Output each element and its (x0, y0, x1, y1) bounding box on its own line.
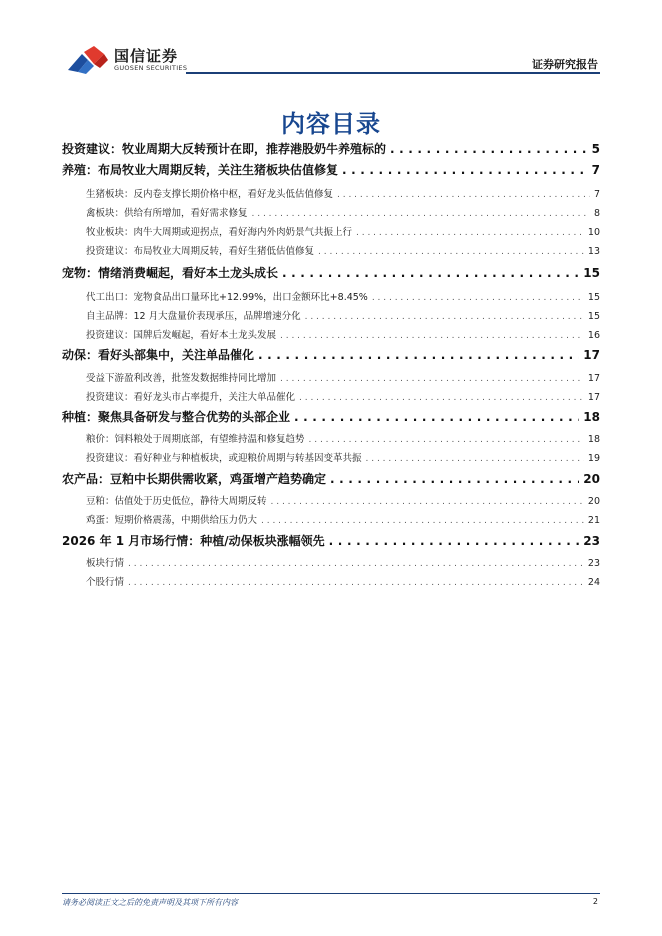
toc-entry-section[interactable] (62, 532, 600, 549)
toc-entry-title: 豆粕：估值处于历史低位，静待大周期反转 (86, 496, 267, 507)
toc-entry-page: 15 (587, 311, 600, 322)
toc-entry-title: 鸡蛋：短期价格震荡，中期供给压力仍大 (86, 515, 258, 526)
toc-entry-page: 7 (591, 163, 600, 177)
toc-entry-page: 23 (587, 558, 600, 569)
toc-entry-page: 7 (593, 189, 600, 200)
guosen-logo (64, 44, 188, 76)
toc-entry-title: 投资建议：国牌后发崛起，看好本土龙头发展 (86, 330, 277, 341)
toc-entry-subsection[interactable] (86, 224, 600, 238)
toc-entry-title: 投资建议：看好龙头市占率提升，关注大单品催化 (86, 392, 296, 403)
toc-entry-page: 24 (587, 577, 600, 588)
toc-entry-subsection[interactable] (86, 512, 600, 526)
toc-entry-subsection[interactable] (86, 389, 600, 403)
dot-leader (372, 293, 584, 303)
dot-leader (337, 190, 590, 200)
toc-entry-title: 投资建议：牧业周期大反转预计在即，推荐港股奶牛养殖标的 (62, 142, 387, 156)
dot-leader (128, 559, 584, 569)
toc-entry-title: 牧业板块：肉牛大周期或迎拐点，看好海内外肉奶景气共振上行 (86, 227, 353, 238)
dot-leader (342, 163, 588, 177)
toc-entry-page: 20 (583, 472, 600, 486)
dot-leader (282, 266, 579, 280)
toc-entry-subsection[interactable] (86, 205, 600, 219)
toc-entry-title: 2026 年 1 月市场行情：种植/动保板块涨幅领先 (62, 534, 325, 548)
logo-english-name: GUOSEN SECURITIES (114, 64, 188, 72)
toc-entry-page: 15 (583, 266, 600, 280)
guosen-logo-icon (64, 44, 110, 76)
toc-entry-title: 投资建议：布局牧业大周期反转，看好生猪低估值修复 (86, 246, 315, 257)
toc-entry-section[interactable] (62, 264, 600, 281)
report-type-label: 证券研究报告 (532, 58, 598, 71)
dot-leader (252, 209, 590, 219)
toc-entry-title: 种植：聚焦具备研发与整合优势的头部企业 (62, 410, 291, 424)
toc-entry-subsection[interactable] (86, 555, 600, 569)
logo-chinese-name: 国信证券 (114, 47, 179, 65)
toc-entry-title: 自主品牌：12 月大盘量价表现承压，品牌增速分化 (86, 311, 301, 322)
toc-entry-page: 17 (587, 373, 600, 384)
toc-entry-page: 20 (587, 496, 600, 507)
dot-leader (318, 247, 584, 257)
dot-leader (280, 374, 584, 384)
toc-title: 内容目录 (281, 110, 381, 138)
toc-entry-title: 投资建议：看好种业与种植板块，或迎粮价周期与转基因变革共振 (86, 453, 362, 464)
toc-entry-title: 禽板块：供给有所增加，看好需求修复 (86, 208, 248, 219)
toc-entry-page: 18 (583, 410, 600, 424)
header-divider (186, 72, 600, 74)
toc-entry-subsection[interactable] (86, 450, 600, 464)
dot-leader (366, 454, 584, 464)
toc-entry-section[interactable] (62, 140, 600, 157)
toc-entry-page: 16 (587, 330, 600, 341)
footer-divider (62, 893, 600, 894)
toc-entry-title: 生猪板块：反内卷支撑长期价格中枢，看好龙头低估值修复 (86, 189, 334, 200)
toc-entry-title: 个股行情 (86, 577, 125, 588)
dot-leader (258, 348, 579, 362)
toc-entry-page: 19 (587, 453, 600, 464)
page-number: 2 (592, 897, 598, 906)
toc-entry-title: 宠物：情绪消费崛起，看好本土龙头成长 (62, 266, 279, 280)
toc-entry-title: 动保：看好头部集中，关注单品催化 (62, 348, 255, 362)
toc-entry-section[interactable] (62, 161, 600, 178)
dot-leader (261, 516, 584, 526)
toc-entry-page: 21 (587, 515, 600, 526)
toc-entry-subsection[interactable] (86, 370, 600, 384)
toc-entry-title: 养殖：布局牧业大周期反转，关注生猪板块估值修复 (62, 163, 339, 177)
dot-leader (128, 578, 584, 588)
toc-entry-page: 17 (587, 392, 600, 403)
dot-leader (271, 497, 584, 507)
toc-entry-title: 板块行情 (86, 558, 125, 569)
dot-leader (280, 331, 584, 341)
toc-entry-page: 5 (591, 142, 600, 156)
toc-entry-subsection[interactable] (86, 243, 600, 257)
toc-entry-subsection[interactable] (86, 186, 600, 200)
toc-entry-subsection[interactable] (86, 493, 600, 507)
toc-entry-title: 代工出口：宠物食品出口量环比+12.99%，出口金额环比+8.45% (86, 292, 368, 303)
toc-entry-title: 农产品：豆粕中长期供需收紧，鸡蛋增产趋势确定 (62, 472, 327, 486)
toc-entry-page: 23 (583, 534, 600, 548)
page-header (0, 0, 662, 80)
dot-leader (329, 534, 580, 548)
toc-entry-page: 8 (593, 208, 600, 219)
toc-entry-page: 18 (587, 434, 600, 445)
toc-entry-subsection[interactable] (86, 327, 600, 341)
toc-entry-subsection[interactable] (86, 574, 600, 588)
dot-leader (299, 393, 584, 403)
toc-entry-page: 13 (587, 246, 600, 257)
dot-leader (330, 472, 579, 486)
toc-entry-page: 15 (587, 292, 600, 303)
toc-entry-subsection[interactable] (86, 431, 600, 445)
dot-leader (356, 228, 584, 238)
toc-entry-page: 17 (583, 348, 600, 362)
dot-leader (390, 142, 588, 156)
toc-entry-title: 粮价：饲料粮处于周期底部，有望维持温和修复趋势 (86, 434, 305, 445)
dot-leader (294, 410, 579, 424)
footer-disclaimer: 请务必阅读正文之后的免责声明及其项下所有内容 (62, 898, 238, 907)
toc-entry-section[interactable] (62, 408, 600, 425)
dot-leader (305, 312, 584, 322)
toc-entry-page: 10 (587, 227, 600, 238)
toc-entry-section[interactable] (62, 470, 600, 487)
toc-entry-section[interactable] (62, 346, 600, 363)
dot-leader (309, 435, 584, 445)
toc-entry-subsection[interactable] (86, 289, 600, 303)
toc-entry-title: 受益下游盈利改善，批签发数据维持同比增加 (86, 373, 277, 384)
toc-entry-subsection[interactable] (86, 308, 600, 322)
